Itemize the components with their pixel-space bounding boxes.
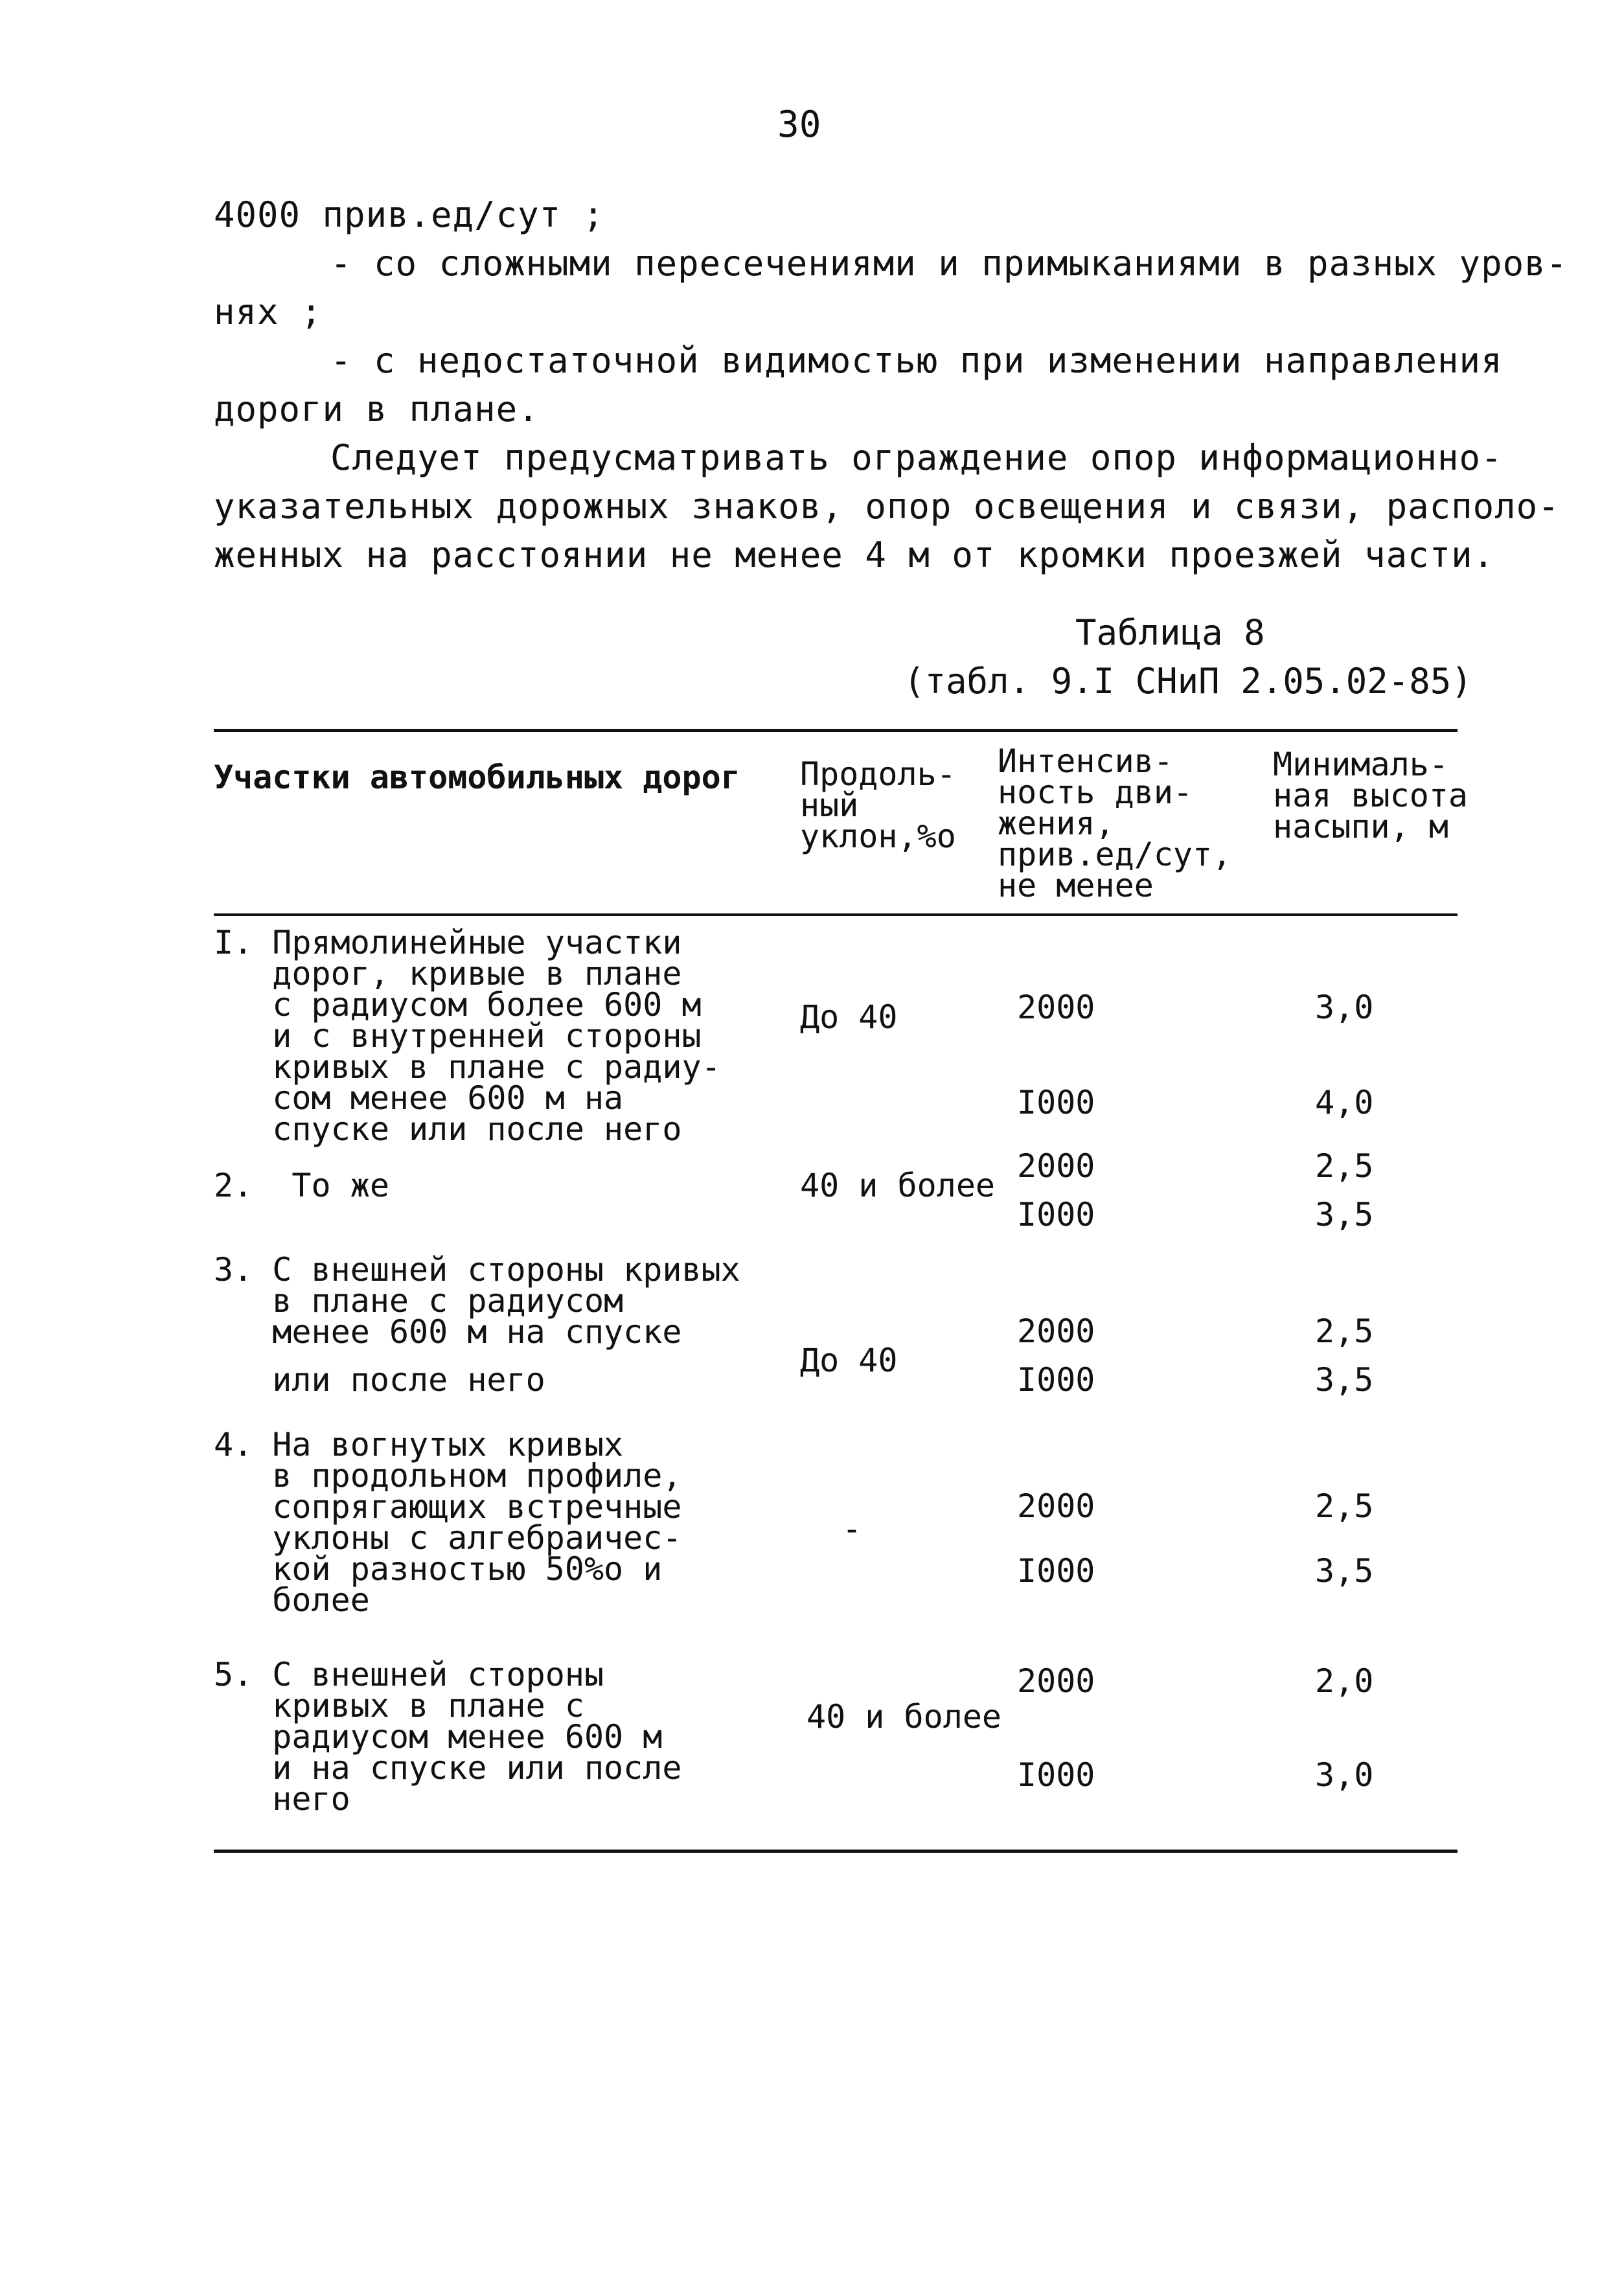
paragraph-line: дороги в плане. xyxy=(214,389,540,430)
row-description-line: I. Прямолинейные участки xyxy=(214,924,682,961)
paragraph-line: женных на расстоянии не менее 4 м от кромки проезжей части. xyxy=(214,534,1495,575)
row-description-line: сопрягающих встречные xyxy=(214,1488,682,1526)
row-description-line: более xyxy=(214,1581,370,1619)
row-min-height: 3,0 xyxy=(1315,989,1374,1026)
row-intensity: I000 xyxy=(1017,1361,1095,1399)
paragraph-line: 4000 прив.ед/сут ; xyxy=(214,194,605,235)
header-slope-line: уклон,%о xyxy=(800,818,956,855)
row-intensity: I000 xyxy=(1017,1756,1095,1794)
row-min-height: 2,5 xyxy=(1315,1487,1374,1525)
row-intensity: 2000 xyxy=(1017,1312,1095,1350)
header-intensity-line: прив.ед/сут, xyxy=(998,836,1232,873)
header-intensity-line: жения, xyxy=(998,805,1115,842)
row-min-height: 3,5 xyxy=(1315,1552,1374,1590)
header-min-height-line: Минималь- xyxy=(1273,746,1448,783)
row-slope: 40 и более xyxy=(806,1698,1002,1736)
row-intensity: I000 xyxy=(1017,1196,1095,1233)
row-description-line: и на спуске или после xyxy=(214,1749,682,1787)
table-caption-reference: (табл. 9.I СНиП 2.05.02-85) xyxy=(904,661,1472,702)
row-slope: До 40 xyxy=(800,1342,898,1379)
row-description-line: дорог, кривые в плане xyxy=(214,955,682,992)
row-description-line: кривых в плане с xyxy=(214,1687,584,1725)
row-description-line: с радиусом более 600 м xyxy=(214,986,702,1024)
row-min-height: 4,0 xyxy=(1315,1084,1374,1121)
header-min-height-line: ная высота xyxy=(1273,777,1469,814)
header-intensity-line: не менее xyxy=(998,867,1154,904)
row-description-line: 2. То же xyxy=(214,1167,389,1204)
header-slope-line: ный xyxy=(800,786,859,824)
row-min-height: 3,5 xyxy=(1315,1196,1374,1233)
row-description-line: него xyxy=(214,1780,350,1818)
row-description-line: 3. С внешней стороны кривых xyxy=(214,1251,740,1289)
row-intensity: 2000 xyxy=(1017,1147,1095,1185)
row-description-line: сом менее 600 м на xyxy=(214,1079,624,1117)
paragraph-line: - с недостаточной видимостью при изменении направления xyxy=(330,340,1503,381)
header-slope-line: Продоль- xyxy=(800,755,956,793)
row-min-height: 2,5 xyxy=(1315,1312,1374,1350)
row-intensity: 2000 xyxy=(1017,989,1095,1026)
page-number: 30 xyxy=(777,104,821,146)
row-min-height: 2,5 xyxy=(1315,1147,1374,1185)
row-slope: До 40 xyxy=(800,998,898,1036)
header-intensity-line: Интенсив- xyxy=(998,742,1173,780)
row-description-line: 4. На вогнутых кривых xyxy=(214,1426,624,1463)
row-description-line: кой разностью 50%о и xyxy=(214,1550,663,1588)
row-description-line: спуске или после него xyxy=(214,1110,682,1148)
row-description-line: в продольном профиле, xyxy=(214,1457,682,1495)
row-description-line: радиусом менее 600 м xyxy=(214,1718,663,1756)
row-min-height: 3,5 xyxy=(1315,1361,1374,1399)
row-description-line: и с внутренней стороны xyxy=(214,1017,702,1055)
paragraph-line: нях ; xyxy=(214,292,323,332)
table-top-rule xyxy=(214,729,1458,732)
row-slope: 40 и более xyxy=(800,1167,996,1204)
row-intensity: 2000 xyxy=(1017,1662,1095,1700)
row-min-height: 2,0 xyxy=(1315,1662,1374,1700)
header-road-sections: Участки автомобильных дорог xyxy=(214,759,740,796)
row-description-line: уклоны с алгебраичес- xyxy=(214,1519,682,1557)
row-description-line: или после него xyxy=(214,1361,545,1399)
row-min-height: 3,0 xyxy=(1315,1756,1374,1794)
header-intensity-line: ность дви- xyxy=(998,774,1193,811)
row-description-line: менее 600 м на спуске xyxy=(214,1313,682,1351)
row-description-line: в плане с радиусом xyxy=(214,1282,624,1320)
paragraph-line: - со сложными пересечениями и примыканиями в разных уров- xyxy=(330,243,1568,284)
row-intensity: I000 xyxy=(1017,1084,1095,1121)
row-description-line: кривых в плане с радиу- xyxy=(214,1048,721,1086)
row-intensity: I000 xyxy=(1017,1552,1095,1590)
row-description-line: 5. С внешней стороны xyxy=(214,1656,604,1693)
header-min-height-line: насыпи, м xyxy=(1273,808,1448,845)
paragraph-line: Следует предусматривать ограждение опор информационно- xyxy=(330,437,1503,478)
row-slope: - xyxy=(842,1510,862,1548)
table-caption: Таблица 8 xyxy=(1075,612,1265,653)
paragraph-line: указательных дорожных знаков, опор освещения и связи, располо- xyxy=(214,486,1560,527)
row-intensity: 2000 xyxy=(1017,1487,1095,1525)
table-header-rule xyxy=(214,913,1458,916)
table-bottom-rule xyxy=(214,1850,1458,1853)
